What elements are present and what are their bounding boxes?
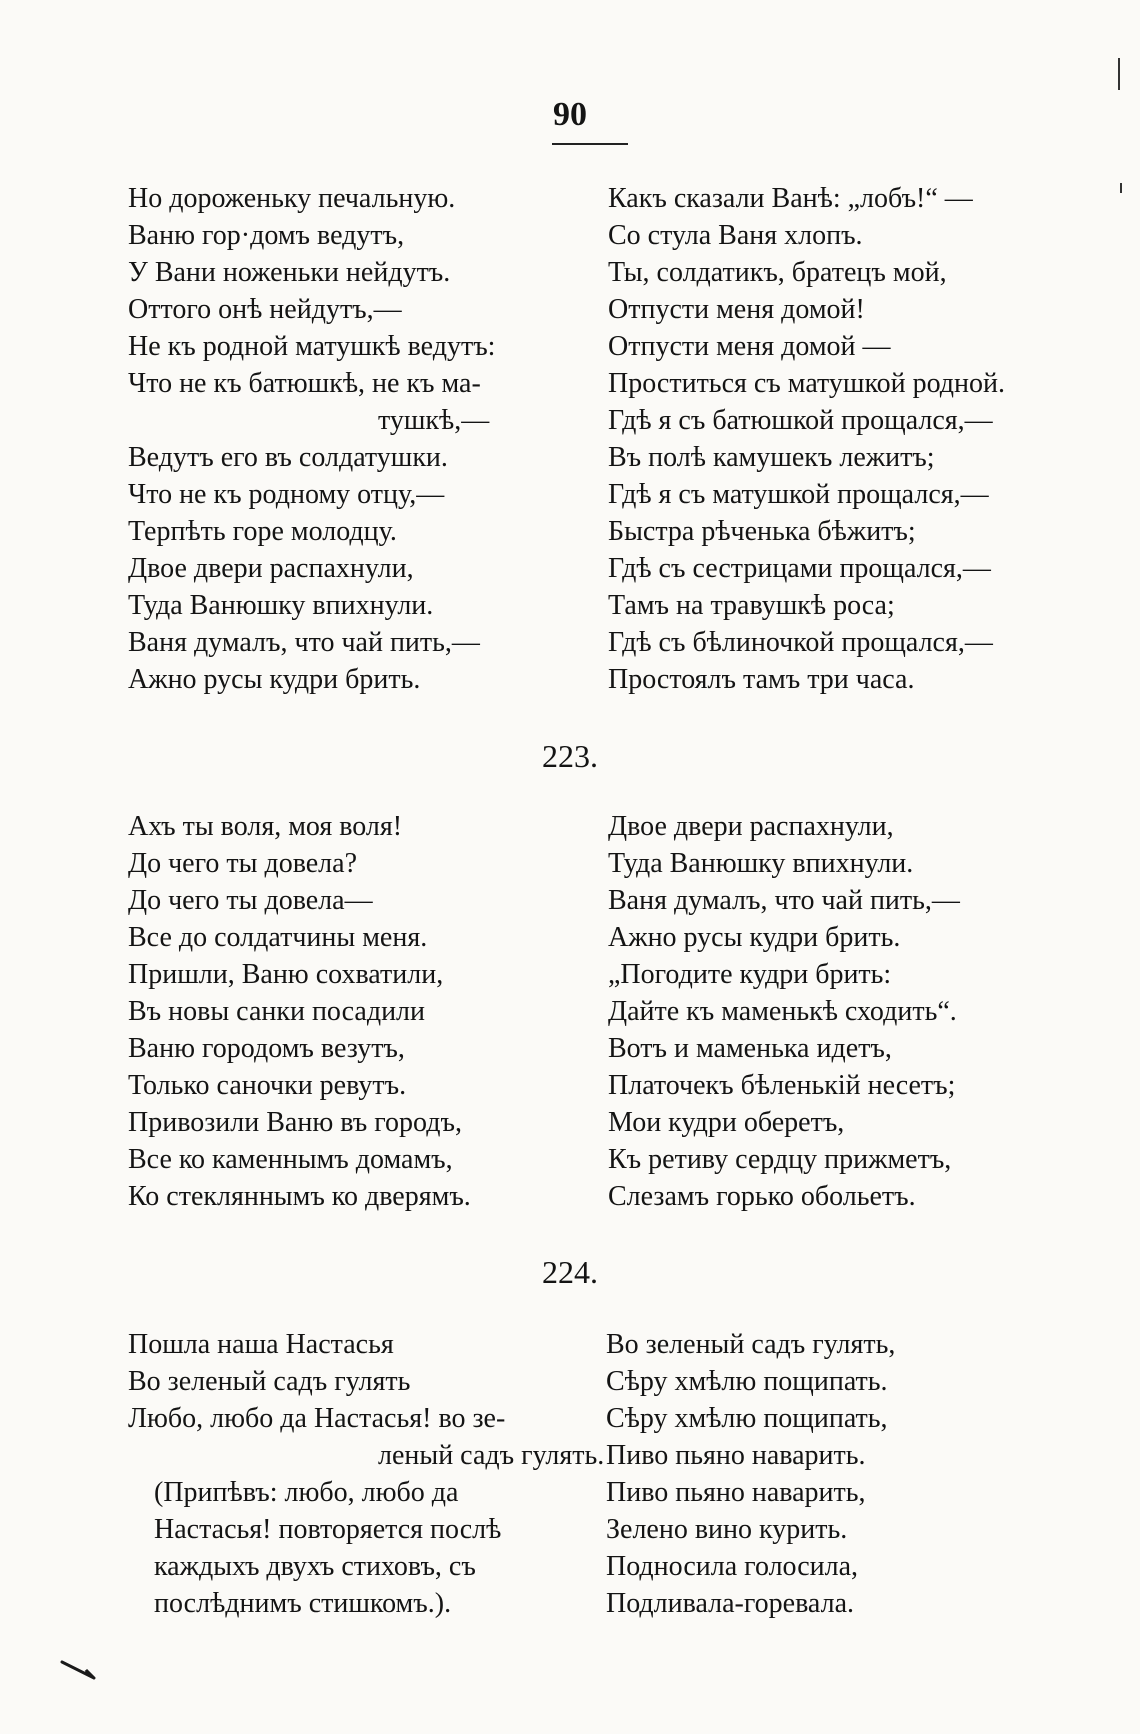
verse-line: Все до солдатчины меня. [128,922,428,953]
verse-line: Ты, солдатикъ, братецъ мой, [608,257,947,288]
refrain-note-line: каждыхъ двухъ стиховъ, съ [154,1551,476,1582]
verse-line: Тамъ на травушкѣ роса; [608,590,895,621]
section-224-right-column [606,1326,895,1622]
verse-line: Ахъ ты воля, моя воля! [128,811,403,842]
page-number-rule [552,143,628,145]
verse-line: Ваню гор·домъ ведутъ, [128,220,405,251]
verse-line: Быстра рѣченька бѣжитъ; [608,516,916,547]
verse-line: Слезамъ горько обольетъ. [608,1181,916,1212]
verse-line: Пришли, Ваню сохватили, [128,959,444,990]
verse-line: Ко стекляннымъ ко дверямъ. [128,1181,471,1212]
verse-line: Не къ родной матушкѣ ведутъ: [128,331,496,362]
margin-mark [1120,183,1122,193]
verse-line: Туда Ванюшку впихнули. [128,590,434,621]
verse-line: Ажно русы кудри брить. [608,922,901,953]
verse-line: Ваню городомъ везутъ, [128,1033,405,1064]
verse-line: Двое двери распахнули, [128,553,414,584]
verse-line: Какъ сказали Ванѣ: „лобъ!“ — [608,183,973,214]
section-224-heading: 224. [542,1254,598,1290]
verse-line: Пиво пьяно наварить, [606,1477,866,1508]
verse-line: Простоялъ тамъ три часа. [608,664,915,695]
verse-line: Мои кудри оберетъ, [608,1107,845,1138]
verse-line: До чего ты довела? [128,848,358,879]
verse-line: Въ полѣ камушекъ лежитъ; [608,442,935,473]
verse-line: Въ новы санки посадили [128,996,426,1027]
verse-line: Оттого онѣ нейдутъ,— [128,294,402,325]
verse-line: Привозили Ваню въ городъ, [128,1107,462,1138]
verse-line: Дайте къ маменькѣ сходить“. [608,996,957,1027]
section-224-left-column [128,1326,604,1622]
verse-line: Гдѣ я съ матушкой прощался,— [608,479,989,510]
verse-line: Проститься съ матушкой родной. [608,368,1006,399]
verse-line: Гдѣ я съ батюшкой прощался,— [608,405,993,436]
verse-line: Подносила голосила, [606,1551,859,1582]
verse-line: Туда Ванюшку впихнули. [608,848,914,879]
section-222-right-column [608,180,1005,698]
verse-line: Къ ретиву сердцу прижметъ, [608,1144,952,1175]
verse-line: Со стула Ваня хлопъ. [608,220,863,251]
verse-line: Ваня думалъ, что чай пить,— [128,627,480,658]
margin-mark [1118,58,1120,90]
verse-line: Только саночки ревутъ. [128,1070,407,1101]
verse-line: Сѣру хмѣлю пощипать. [606,1366,888,1397]
verse-line-continuation: леный садъ гулять. [378,1440,605,1471]
verse-line: Вотъ и маменька идетъ, [608,1033,892,1064]
refrain-note-line: (Припѣвъ: любо, любо да [154,1477,459,1508]
verse-line: Подливала-горевала. [606,1588,855,1619]
section-223-left-column [128,808,471,1215]
verse-line: Платочекъ бѣленькій несетъ; [608,1070,956,1101]
pen-mark [60,1658,96,1680]
verse-line: Ведутъ его въ солдатушки. [128,442,448,473]
refrain-note-line: Настасья! повторяется послѣ [154,1514,502,1545]
verse-line: Что не къ родному отцу,— [128,479,445,510]
verse-line: Любо, любо да Настасья! во зе- [128,1403,506,1434]
verse-line: Ваня думалъ, что чай пить,— [608,885,960,916]
verse-line: Во зеленый садъ гулять [128,1366,411,1397]
verse-line: Терпѣть горе молодцу. [128,516,397,547]
verse-line: Пошла наша Настасья [128,1329,394,1360]
verse-line: Гдѣ съ бѣлиночкой прощался,— [608,627,993,658]
verse-line: Во зеленый садъ гулять, [606,1329,896,1360]
verse-line: Гдѣ съ сестрицами прощался,— [608,553,991,584]
verse-line: У Вани ноженьки нейдутъ. [128,257,451,288]
refrain-note-line: послѣднимъ стишкомъ.). [154,1588,452,1619]
verse-line: Отпусти меня домой! [608,294,865,325]
section-223-heading: 223. [542,738,598,774]
verse-line: До чего ты довела— [128,885,373,916]
verse-line: Двое двери распахнули, [608,811,894,842]
verse-line-continuation: тушкѣ,— [378,405,490,436]
verse-line: Сѣру хмѣлю пощипать, [606,1403,888,1434]
verse-line: Все ко каменнымъ домамъ, [128,1144,453,1175]
verse-line: Зелено вино курить. [606,1514,848,1545]
section-222-left-column [128,180,495,698]
verse-line: Но дороженьку печальную. [128,183,456,214]
verse-line: Пиво пьяно наварить. [606,1440,866,1471]
section-223-right-column [608,808,960,1215]
page-number: 90 [553,96,587,133]
verse-line: „Погодите кудри брить: [608,959,892,990]
verse-line: Ажно русы кудри брить. [128,664,421,695]
verse-line: Что не къ батюшкѣ, не къ ма- [128,368,481,399]
verse-line: Отпусти меня домой — [608,331,891,362]
